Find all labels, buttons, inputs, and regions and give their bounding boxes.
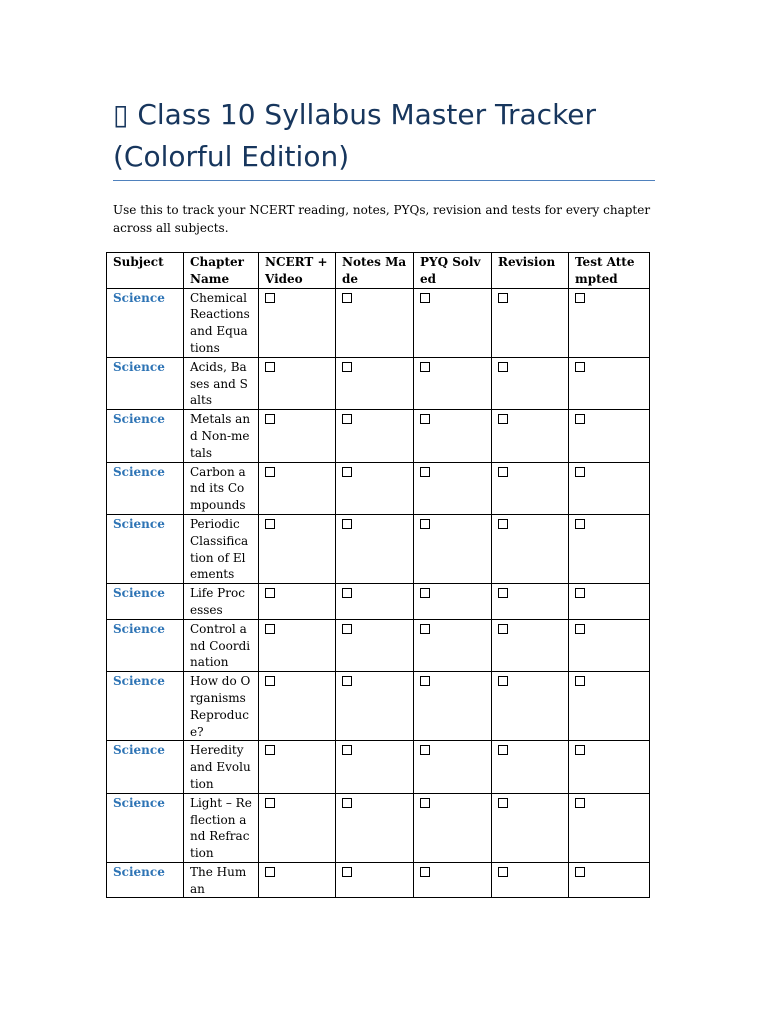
pyq-solved-cell — [414, 793, 492, 862]
pyq-solved-cell — [414, 619, 492, 671]
pyq-solved-checkbox[interactable] — [420, 293, 430, 303]
chapter-name-cell: Heredity and Evolution — [184, 741, 259, 793]
notes-made-checkbox[interactable] — [342, 676, 352, 686]
subject-cell: Science — [107, 619, 184, 671]
ncert-video-checkbox[interactable] — [265, 798, 275, 808]
header-subject: Subject — [107, 253, 184, 289]
revision-checkbox[interactable] — [498, 867, 508, 877]
test-attempted-checkbox[interactable] — [575, 867, 585, 877]
test-attempted-cell — [569, 514, 650, 583]
title-text: Class 10 Syllabus Master Tracker (Colorful Edition) — [113, 98, 597, 173]
pyq-solved-cell — [414, 514, 492, 583]
ncert-video-checkbox[interactable] — [265, 676, 275, 686]
ncert-video-cell — [259, 462, 336, 514]
test-attempted-cell — [569, 862, 650, 898]
intro-paragraph: Use this to track your NCERT reading, notes, PYQs, revision and tests for every chapter across all subjects. — [113, 203, 651, 235]
revision-cell — [492, 584, 569, 620]
title-glyph: ▯ — [113, 98, 129, 131]
notes-made-checkbox[interactable] — [342, 624, 352, 634]
notes-made-cell — [336, 514, 414, 583]
table-body — [107, 288, 650, 898]
pyq-solved-checkbox[interactable] — [420, 676, 430, 686]
header-test-attempted: Test Attempted — [569, 253, 650, 289]
pyq-solved-checkbox[interactable] — [420, 467, 430, 477]
notes-made-checkbox[interactable] — [342, 519, 352, 529]
notes-made-checkbox[interactable] — [342, 467, 352, 477]
pyq-solved-checkbox[interactable] — [420, 798, 430, 808]
revision-checkbox[interactable] — [498, 798, 508, 808]
chapter-name-cell: Periodic Classification of Elements — [184, 514, 259, 583]
pyq-solved-checkbox[interactable] — [420, 414, 430, 424]
chapter-name-cell: Chemical Reactions and Equations — [184, 288, 259, 357]
ncert-video-cell — [259, 672, 336, 741]
chapter-name-cell: The Human — [184, 862, 259, 898]
pyq-solved-cell — [414, 410, 492, 462]
test-attempted-cell — [569, 793, 650, 862]
ncert-video-cell — [259, 862, 336, 898]
table-row — [107, 288, 650, 357]
notes-made-cell — [336, 741, 414, 793]
pyq-solved-cell — [414, 672, 492, 741]
test-attempted-cell — [569, 288, 650, 357]
pyq-solved-checkbox[interactable] — [420, 745, 430, 755]
ncert-video-cell — [259, 514, 336, 583]
table-row — [107, 514, 650, 583]
chapter-name-cell: Control and Coordination — [184, 619, 259, 671]
ncert-video-checkbox[interactable] — [265, 624, 275, 634]
chapter-name-cell: Life Processes — [184, 584, 259, 620]
ncert-video-checkbox[interactable] — [265, 293, 275, 303]
test-attempted-cell — [569, 584, 650, 620]
subject-cell: Science — [107, 357, 184, 409]
test-attempted-cell — [569, 410, 650, 462]
pyq-solved-checkbox[interactable] — [420, 588, 430, 598]
notes-made-checkbox[interactable] — [342, 867, 352, 877]
test-attempted-cell — [569, 619, 650, 671]
notes-made-cell — [336, 462, 414, 514]
notes-made-cell — [336, 410, 414, 462]
page-title — [113, 94, 673, 178]
test-attempted-checkbox[interactable] — [575, 362, 585, 372]
table-row — [107, 862, 650, 898]
revision-checkbox[interactable] — [498, 293, 508, 303]
ncert-video-checkbox[interactable] — [265, 745, 275, 755]
header-revision: Revision — [492, 253, 569, 289]
revision-cell — [492, 462, 569, 514]
header-pyq-solved: PYQ Solved — [414, 253, 492, 289]
pyq-solved-cell — [414, 862, 492, 898]
revision-cell — [492, 514, 569, 583]
table-row — [107, 462, 650, 514]
revision-checkbox[interactable] — [498, 467, 508, 477]
test-attempted-checkbox[interactable] — [575, 467, 585, 477]
ncert-video-checkbox[interactable] — [265, 467, 275, 477]
test-attempted-checkbox[interactable] — [575, 588, 585, 598]
test-attempted-checkbox[interactable] — [575, 414, 585, 424]
test-attempted-checkbox[interactable] — [575, 519, 585, 529]
header-ncert-video: NCERT + Video — [259, 253, 336, 289]
chapter-name-cell: Metals and Non-metals — [184, 410, 259, 462]
revision-checkbox[interactable] — [498, 624, 508, 634]
revision-checkbox[interactable] — [498, 362, 508, 372]
revision-cell — [492, 672, 569, 741]
revision-cell — [492, 741, 569, 793]
notes-made-checkbox[interactable] — [342, 798, 352, 808]
notes-made-cell — [336, 584, 414, 620]
pyq-solved-checkbox[interactable] — [420, 519, 430, 529]
revision-cell — [492, 410, 569, 462]
revision-checkbox[interactable] — [498, 588, 508, 598]
notes-made-cell — [336, 288, 414, 357]
table-row — [107, 357, 650, 409]
title-underline — [113, 180, 655, 181]
pyq-solved-checkbox[interactable] — [420, 362, 430, 372]
ncert-video-cell — [259, 619, 336, 671]
table-row — [107, 619, 650, 671]
chapter-name-cell: Acids, Bases and Salts — [184, 357, 259, 409]
pyq-solved-checkbox[interactable] — [420, 867, 430, 877]
table-row — [107, 793, 650, 862]
header-notes-made: Notes Made — [336, 253, 414, 289]
notes-made-cell — [336, 672, 414, 741]
notes-made-checkbox[interactable] — [342, 414, 352, 424]
ncert-video-checkbox[interactable] — [265, 519, 275, 529]
notes-made-checkbox[interactable] — [342, 293, 352, 303]
notes-made-checkbox[interactable] — [342, 745, 352, 755]
table-row — [107, 741, 650, 793]
subject-cell: Science — [107, 584, 184, 620]
test-attempted-checkbox[interactable] — [575, 745, 585, 755]
subject-cell: Science — [107, 514, 184, 583]
ncert-video-cell — [259, 741, 336, 793]
revision-cell — [492, 357, 569, 409]
revision-checkbox[interactable] — [498, 414, 508, 424]
revision-cell — [492, 862, 569, 898]
chapter-name-cell: How do Organisms Reproduce? — [184, 672, 259, 741]
table-header-row — [107, 253, 650, 289]
chapter-name-cell: Carbon and its Compounds — [184, 462, 259, 514]
revision-checkbox[interactable] — [498, 676, 508, 686]
test-attempted-cell — [569, 357, 650, 409]
table-row — [107, 672, 650, 741]
pyq-solved-cell — [414, 462, 492, 514]
ncert-video-cell — [259, 410, 336, 462]
pyq-solved-cell — [414, 584, 492, 620]
test-attempted-cell — [569, 672, 650, 741]
notes-made-cell — [336, 619, 414, 671]
pyq-solved-cell — [414, 288, 492, 357]
notes-made-checkbox[interactable] — [342, 362, 352, 372]
ncert-video-checkbox[interactable] — [265, 414, 275, 424]
test-attempted-checkbox[interactable] — [575, 624, 585, 634]
test-attempted-cell — [569, 741, 650, 793]
ncert-video-cell — [259, 288, 336, 357]
notes-made-cell — [336, 862, 414, 898]
subject-cell: Science — [107, 288, 184, 357]
revision-checkbox[interactable] — [498, 745, 508, 755]
ncert-video-checkbox[interactable] — [265, 867, 275, 877]
notes-made-cell — [336, 793, 414, 862]
notes-made-checkbox[interactable] — [342, 588, 352, 598]
ncert-video-cell — [259, 357, 336, 409]
revision-cell — [492, 619, 569, 671]
chapter-name-cell: Light – Reflection and Refraction — [184, 793, 259, 862]
test-attempted-cell — [569, 462, 650, 514]
syllabus-tracker-table — [106, 252, 650, 898]
notes-made-cell — [336, 357, 414, 409]
ncert-video-checkbox[interactable] — [265, 588, 275, 598]
subject-cell: Science — [107, 672, 184, 741]
pyq-solved-cell — [414, 741, 492, 793]
table-row — [107, 410, 650, 462]
test-attempted-checkbox[interactable] — [575, 293, 585, 303]
revision-cell — [492, 793, 569, 862]
test-attempted-checkbox[interactable] — [575, 798, 585, 808]
pyq-solved-cell — [414, 357, 492, 409]
subject-cell: Science — [107, 741, 184, 793]
pyq-solved-checkbox[interactable] — [420, 624, 430, 634]
ncert-video-cell — [259, 793, 336, 862]
test-attempted-checkbox[interactable] — [575, 676, 585, 686]
header-chapter-name: Chapter Name — [184, 253, 259, 289]
subject-cell: Science — [107, 862, 184, 898]
ncert-video-cell — [259, 584, 336, 620]
subject-cell: Science — [107, 462, 184, 514]
ncert-video-checkbox[interactable] — [265, 362, 275, 372]
revision-checkbox[interactable] — [498, 519, 508, 529]
subject-cell: Science — [107, 793, 184, 862]
table-row — [107, 584, 650, 620]
revision-cell — [492, 288, 569, 357]
subject-cell: Science — [107, 410, 184, 462]
